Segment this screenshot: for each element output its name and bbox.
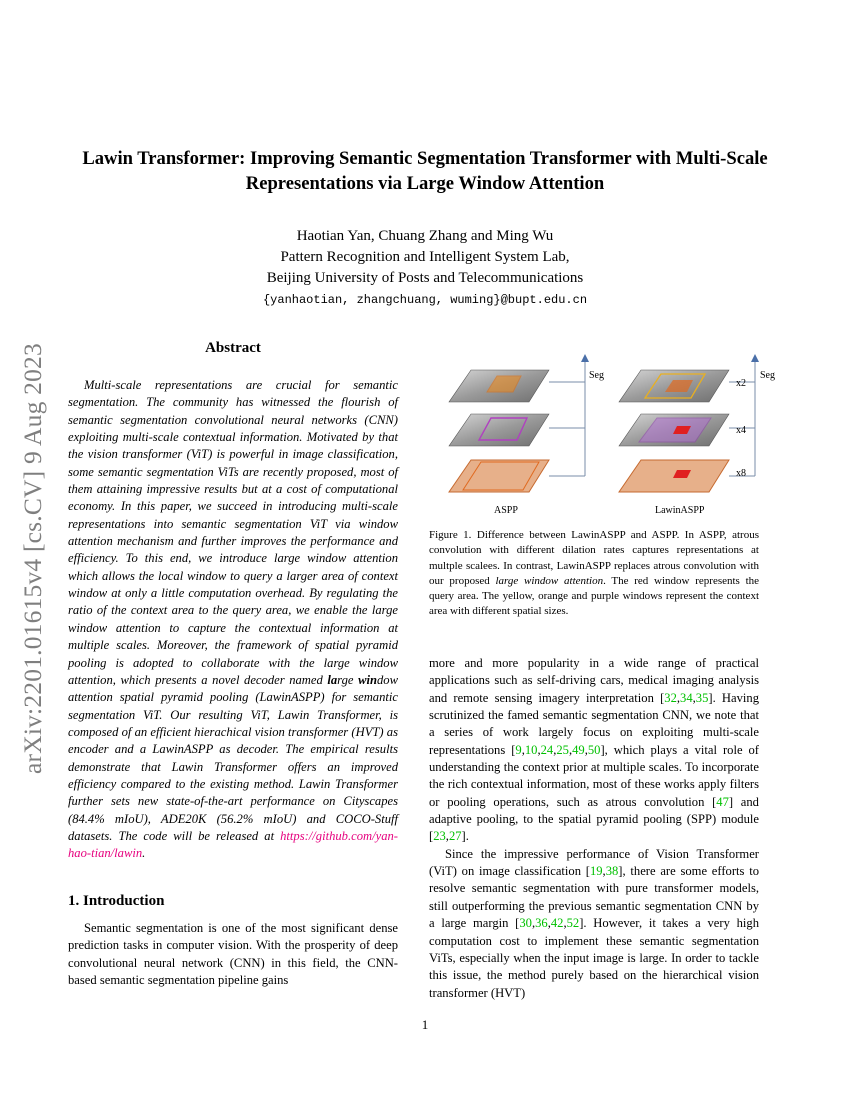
- code-link[interactable]: https://github.com/yan-hao-tian/lawin: [68, 828, 398, 861]
- bold-win: win: [358, 672, 377, 687]
- lawinaspp-diagram: [619, 354, 775, 516]
- lawinaspp-label: LawinASPP: [655, 505, 705, 516]
- aspp-label: ASPP: [494, 505, 518, 516]
- section-heading-introduction: 1. Introduction: [68, 893, 165, 909]
- bold-la: la: [327, 672, 338, 687]
- seg-label-left: Seg: [589, 370, 604, 381]
- right-column-text: [429, 655, 759, 1002]
- scale-x4: x4: [736, 425, 746, 436]
- email: {yanhaotian, zhangchuang, wuming}@bupt.edu.cn: [262, 293, 588, 307]
- paper-title: Lawin Transformer: Improving Semantic Segmentation Transformer with Multi-Scale Representations via Large Window Attention: [82, 148, 768, 194]
- affiliation-line-2: Beijing University of Posts and Telecommunications: [266, 270, 584, 286]
- figure-1: [429, 352, 779, 520]
- intro-text: Semantic segmentation is one of the most significant dense prediction tasks in computer vision. With the prosperity of deep convolutional neural network (CNN) in this field, the CNN-based semantic segmentation pipeline gains: [68, 921, 398, 988]
- paragraph-2: Since the impressive performance of Vision Transformer (ViT) on image classification [19,38], there are some efforts to resolve semantic segmentation with pure transformer models, still outperforming the previous semantic segmentation CNN by a large margin [30,36,42,52]. However, it takes a very high computation cost to implement these semantic segmentation ViTs, especially when the input image is large. In order to tackle this issue, the method purely based on the hierarchical vision transformer (HVT): [429, 846, 759, 1000]
- authors: Haotian Yan, Chuang Zhang and Ming Wu: [296, 228, 554, 244]
- abstract-text: Multi-scale representations are crucial for semantic segmentation. The community has witnessed the flourish of semantic segmentation convolutional neural networks (CNN) exploiting multi-scale contextual information. Motivated by that the vision transformer (ViT) is powerful in image classification, some semantic segmentation ViTs are recently proposed, most of them attaining impressive results but at a cost of computational economy. In this paper, we succeed in introducing multi-scale representations into semantic segmentation ViT via window attention mechanism and further improves the performance and efficiency. To this end, we introduce large window attention which allows the local window to query a larger area of context window at only a little computation overhead. By regulating the ratio of the context area to the query area, we enable the large window attention to capture the contextual information at multiple scales. Moreover, the framework of spatial pyramid pooling is adopted to collaborate with the large window attention, which presents a novel decoder named large window attention spatial pyramid pooling (LawinASPP) for semantic segmentation ViT. Our resulting ViT, Lawin Transformer, is composed of an efficient hierachical vision transformer (HVT) as encoder and a LawinASPP as decoder. The empirical results demonstrate that Lawin Transformer offers an improved efficiency compared to the existing method. Lawin Transformer further sets new state-of-the-art performance on Cityscapes (84.4% mIoU), ADE20K (56.2% mIoU) and COCO-Stuff datasets. The code will be released at https://github.com/yan-hao-tian/lawin.: [68, 378, 398, 861]
- seg-label-right: Seg: [760, 370, 775, 381]
- arxiv-stamp: arXiv:2201.01615v4 [cs.CV] 9 Aug 2023: [18, 343, 47, 774]
- paragraph-1: more and more popularity in a wide range of practical applications such as self-driving cars, medical imaging analysis and remote sensing imagery interpretation [32,34,35]. Having scrutinized the famed semantic segmentation CNN, we note that a series of work largely focus on exploiting multi-scale representations [9,10,24,25,49,50], which plays a vital role of understanding the context prior at multiple scales. To incorporate the rich contextual information, most of these works apply filters or pooling operations, such as atrous convolution [47] and adaptive pooling, to the spatial pyramid pooling (SPP) module [23,27].: [429, 656, 760, 844]
- page-number: 1: [421, 1017, 429, 1032]
- affiliation-line-1: Pattern Recognition and Intelligent System Lab,: [280, 249, 570, 265]
- abstract-heading: Abstract: [205, 340, 261, 356]
- aspp-diagram: [449, 354, 604, 516]
- scale-x2: x2: [736, 378, 746, 389]
- scale-x8: x8: [736, 468, 746, 479]
- author-block: [60, 226, 790, 311]
- figure-1-caption: Figure 1. Difference between LawinASPP and ASPP. In ASPP, atrous convolution with different dilation rates captures representations at multple scalees. In contrast, LawinASPP replaces atrous convolution with our proposed large window attention. The red window represents the query area. The yellow, orange and purple windows represent the context area with different spatial sizes.: [429, 529, 760, 618]
